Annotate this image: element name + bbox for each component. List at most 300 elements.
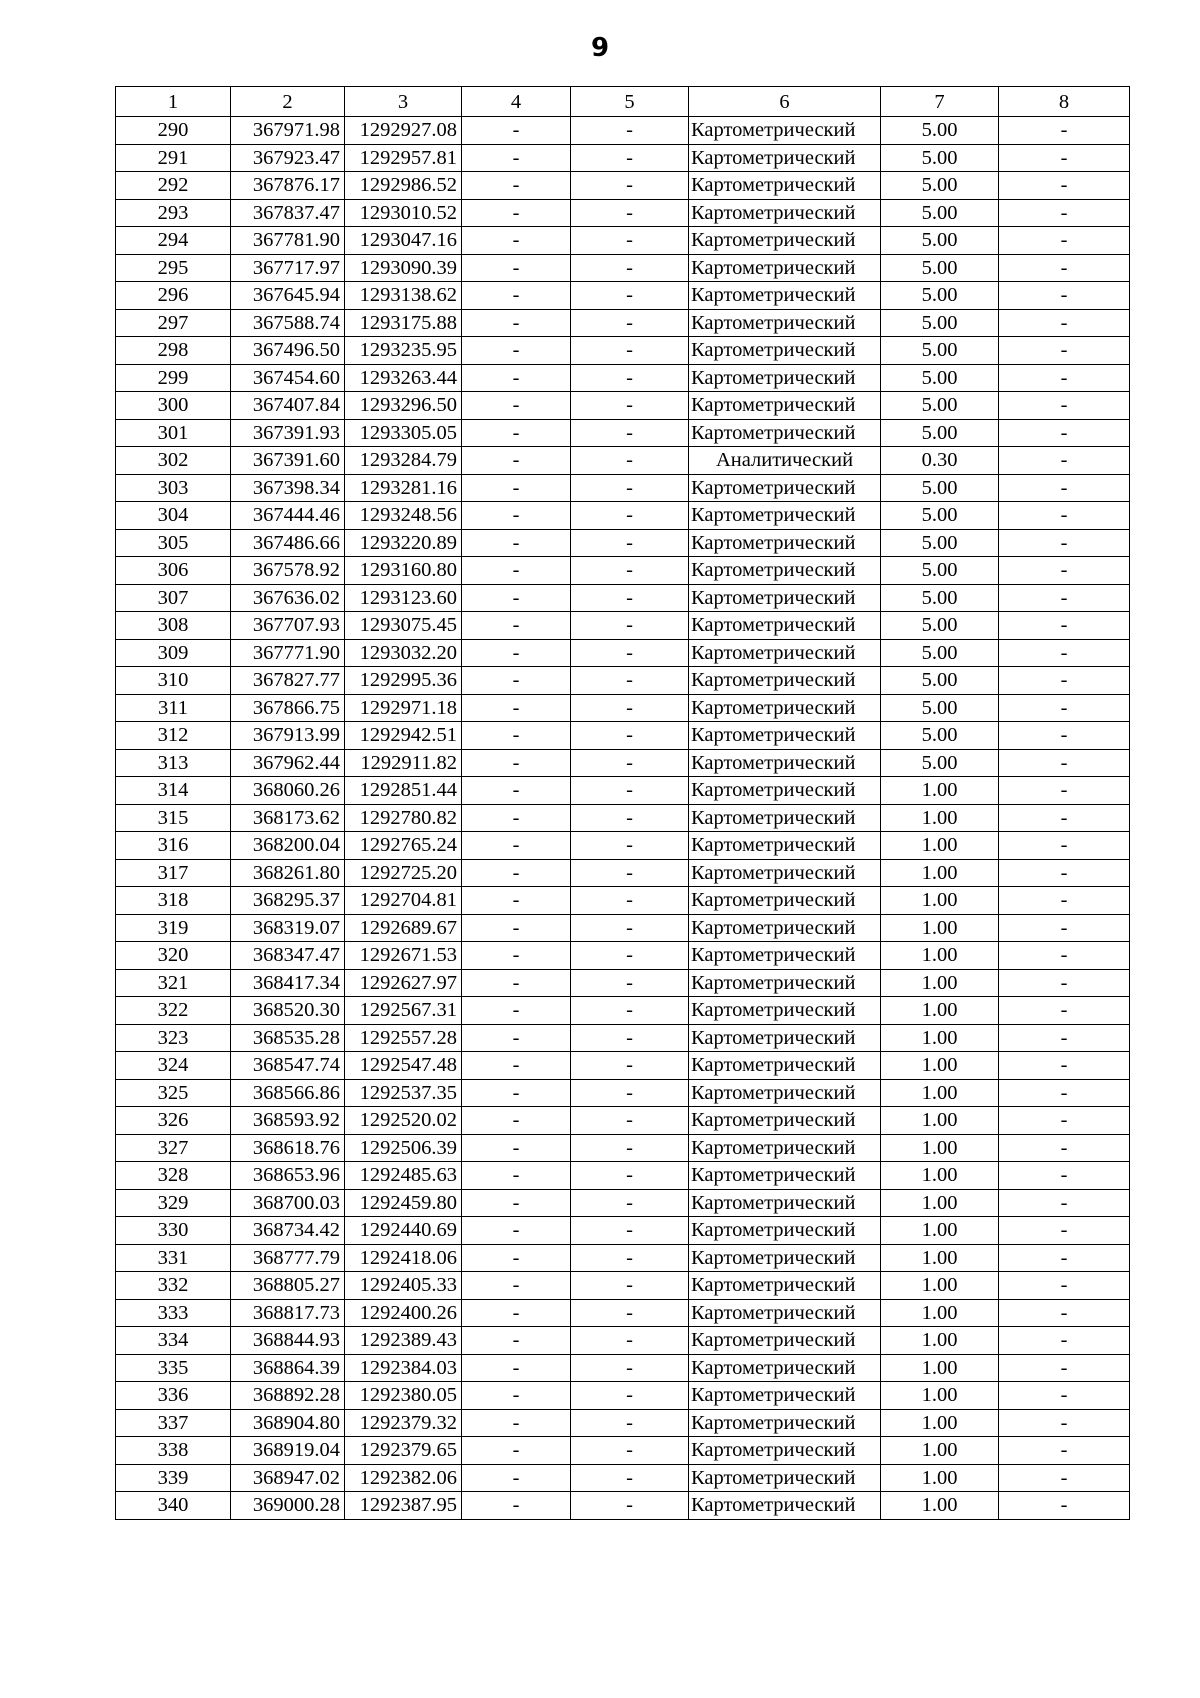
table-cell-col-2: 368618.76 [231,1134,345,1162]
table-cell-col-1: 291 [116,144,231,172]
column-header-2: 2 [231,87,345,117]
table-cell-col-7: 5.00 [881,694,999,722]
table-cell-col-1: 306 [116,557,231,585]
table-row [116,997,1130,1025]
table-cell-col-5: - [571,997,689,1025]
table-cell-col-2: 367923.47 [231,144,345,172]
table-row [116,447,1130,475]
table-cell-col-7: 5.00 [881,749,999,777]
table-cell-col-2: 367837.47 [231,199,345,227]
table-cell-col-4: - [462,117,571,145]
table-cell-col-5: - [571,282,689,310]
table-cell-col-4: - [462,1052,571,1080]
table-cell-col-2: 367454.60 [231,364,345,392]
table-row [116,309,1130,337]
table-cell-col-6: Картометрический [689,942,881,970]
table-cell-col-1: 305 [116,529,231,557]
table-cell-col-2: 367913.99 [231,722,345,750]
table-cell-col-4: - [462,227,571,255]
table-cell-col-7: 1.00 [881,1492,999,1520]
table-cell-col-2: 368566.86 [231,1079,345,1107]
table-cell-col-1: 335 [116,1354,231,1382]
table-cell-col-8: - [999,447,1130,475]
table-cell-col-1: 300 [116,392,231,420]
table-cell-col-3: 1292506.39 [345,1134,462,1162]
table-row [116,749,1130,777]
table-cell-col-8: - [999,1437,1130,1465]
table-cell-col-7: 1.00 [881,1052,999,1080]
table-cell-col-8: - [999,227,1130,255]
table-cell-col-6: Картометрический [689,309,881,337]
table-cell-col-3: 1292567.31 [345,997,462,1025]
table-cell-col-8: - [999,199,1130,227]
table-cell-col-4: - [462,1107,571,1135]
table-cell-col-6: Картометрический [689,557,881,585]
table-cell-col-6: Картометрический [689,832,881,860]
table-cell-col-6: Картометрический [689,1189,881,1217]
table-cell-col-8: - [999,1327,1130,1355]
table-cell-col-7: 1.00 [881,1107,999,1135]
table-row [116,722,1130,750]
table-cell-col-6: Картометрический [689,1107,881,1135]
table-cell-col-1: 299 [116,364,231,392]
table-cell-col-1: 303 [116,474,231,502]
table-row [116,914,1130,942]
table-cell-col-3: 1293175.88 [345,309,462,337]
table-row [116,832,1130,860]
table-cell-col-5: - [571,1217,689,1245]
table-cell-col-4: - [462,254,571,282]
table-cell-col-3: 1292851.44 [345,777,462,805]
table-cell-col-4: - [462,859,571,887]
table-cell-col-7: 1.00 [881,859,999,887]
table-cell-col-1: 332 [116,1272,231,1300]
table-cell-col-8: - [999,1299,1130,1327]
table-cell-col-1: 315 [116,804,231,832]
table-cell-col-2: 367588.74 [231,309,345,337]
table-cell-col-3: 1292485.63 [345,1162,462,1190]
table-cell-col-6: Картометрический [689,694,881,722]
table-cell-col-3: 1293075.45 [345,612,462,640]
table-cell-col-5: - [571,1354,689,1382]
table-cell-col-6: Картометрический [689,172,881,200]
table-cell-col-1: 314 [116,777,231,805]
table-cell-col-3: 1292986.52 [345,172,462,200]
table-cell-col-8: - [999,1024,1130,1052]
table-cell-col-3: 1293284.79 [345,447,462,475]
table-cell-col-7: 5.00 [881,557,999,585]
table-cell-col-5: - [571,117,689,145]
table-cell-col-8: - [999,969,1130,997]
table-row [116,1354,1130,1382]
table-cell-col-5: - [571,1409,689,1437]
table-cell-col-5: - [571,1134,689,1162]
table-cell-col-2: 367407.84 [231,392,345,420]
table-cell-col-5: - [571,172,689,200]
table-cell-col-1: 316 [116,832,231,860]
table-cell-col-4: - [462,1189,571,1217]
table-row [116,667,1130,695]
table-cell-col-3: 1292379.32 [345,1409,462,1437]
table-cell-col-4: - [462,667,571,695]
table-cell-col-2: 367962.44 [231,749,345,777]
table-cell-col-5: - [571,364,689,392]
table-cell-col-3: 1292547.48 [345,1052,462,1080]
table-cell-col-4: - [462,1492,571,1520]
table-cell-col-6: Картометрический [689,1244,881,1272]
table-cell-col-1: 334 [116,1327,231,1355]
table-cell-col-4: - [462,392,571,420]
table-cell-col-1: 317 [116,859,231,887]
table-cell-col-2: 369000.28 [231,1492,345,1520]
table-cell-col-8: - [999,1052,1130,1080]
table-cell-col-4: - [462,1354,571,1382]
table-cell-col-5: - [571,859,689,887]
table-body [116,117,1130,1520]
table-cell-col-3: 1293235.95 [345,337,462,365]
table-cell-col-3: 1293220.89 [345,529,462,557]
table-cell-col-3: 1293160.80 [345,557,462,585]
table-cell-col-7: 5.00 [881,199,999,227]
table-cell-col-7: 5.00 [881,364,999,392]
table-row [116,639,1130,667]
table-cell-col-1: 290 [116,117,231,145]
table-header [116,87,1130,117]
table-cell-col-1: 339 [116,1464,231,1492]
table-cell-col-4: - [462,914,571,942]
table-cell-col-7: 1.00 [881,997,999,1025]
table-cell-col-2: 368864.39 [231,1354,345,1382]
table-cell-col-3: 1293248.56 [345,502,462,530]
table-cell-col-1: 323 [116,1024,231,1052]
table-cell-col-6: Картометрический [689,337,881,365]
table-cell-col-3: 1293296.50 [345,392,462,420]
table-cell-col-8: - [999,1217,1130,1245]
column-header-1: 1 [116,87,231,117]
table-cell-col-6: Картометрический [689,1217,881,1245]
table-row [116,557,1130,585]
table-cell-col-1: 292 [116,172,231,200]
table-cell-col-7: 1.00 [881,1189,999,1217]
table-cell-col-7: 5.00 [881,144,999,172]
table-cell-col-1: 310 [116,667,231,695]
table-cell-col-3: 1292382.06 [345,1464,462,1492]
table-cell-col-2: 368319.07 [231,914,345,942]
table-cell-col-8: - [999,887,1130,915]
table-cell-col-2: 367398.34 [231,474,345,502]
table-row [116,227,1130,255]
table-cell-col-2: 368700.03 [231,1189,345,1217]
table-cell-col-3: 1292971.18 [345,694,462,722]
table-cell-col-3: 1293305.05 [345,419,462,447]
table-cell-col-5: - [571,392,689,420]
table-cell-col-4: - [462,144,571,172]
table-cell-col-2: 368520.30 [231,997,345,1025]
table-cell-col-8: - [999,1492,1130,1520]
table-cell-col-5: - [571,1024,689,1052]
table-row [116,887,1130,915]
table-cell-col-1: 295 [116,254,231,282]
table-cell-col-6: Картометрический [689,667,881,695]
table-cell-col-7: 1.00 [881,1162,999,1190]
table-cell-col-8: - [999,942,1130,970]
table-cell-col-7: 1.00 [881,1244,999,1272]
table-cell-col-7: 5.00 [881,722,999,750]
table-cell-col-3: 1292627.97 [345,969,462,997]
table-cell-col-4: - [462,887,571,915]
table-cell-col-7: 5.00 [881,612,999,640]
table-cell-col-3: 1292671.53 [345,942,462,970]
table-row [116,199,1130,227]
table-cell-col-3: 1292995.36 [345,667,462,695]
table-cell-col-7: 5.00 [881,227,999,255]
table-cell-col-3: 1292379.65 [345,1437,462,1465]
table-cell-col-7: 1.00 [881,777,999,805]
table-row [116,1409,1130,1437]
table-cell-col-5: - [571,1272,689,1300]
table-cell-col-4: - [462,1217,571,1245]
table-row [116,612,1130,640]
table-cell-col-3: 1292520.02 [345,1107,462,1135]
table-row [116,392,1130,420]
table-cell-col-4: - [462,1024,571,1052]
table-cell-col-8: - [999,832,1130,860]
table-cell-col-8: - [999,997,1130,1025]
table-cell-col-5: - [571,887,689,915]
table-cell-col-2: 368892.28 [231,1382,345,1410]
table-cell-col-1: 318 [116,887,231,915]
table-cell-col-5: - [571,557,689,585]
table-cell-col-7: 1.00 [881,1354,999,1382]
table-cell-col-7: 5.00 [881,337,999,365]
table-cell-col-8: - [999,392,1130,420]
table-cell-col-5: - [571,447,689,475]
table-cell-col-2: 368947.02 [231,1464,345,1492]
table-cell-col-8: - [999,282,1130,310]
table-cell-col-7: 5.00 [881,419,999,447]
table-cell-col-8: - [999,612,1130,640]
table-cell-col-3: 1293047.16 [345,227,462,255]
table-cell-col-4: - [462,447,571,475]
table-cell-col-1: 325 [116,1079,231,1107]
table-cell-col-8: - [999,667,1130,695]
table-cell-col-2: 367707.93 [231,612,345,640]
table-cell-col-6: Картометрический [689,1272,881,1300]
table-cell-col-1: 326 [116,1107,231,1135]
table-cell-col-3: 1292387.95 [345,1492,462,1520]
table-cell-col-3: 1292765.24 [345,832,462,860]
table-cell-col-2: 367876.17 [231,172,345,200]
table-row [116,1107,1130,1135]
table-cell-col-6: Картометрический [689,282,881,310]
table-cell-col-8: - [999,172,1130,200]
table-row [116,1079,1130,1107]
table-cell-col-2: 367391.93 [231,419,345,447]
table-cell-col-5: - [571,969,689,997]
table-cell-col-3: 1292557.28 [345,1024,462,1052]
table-row [116,804,1130,832]
table-cell-col-8: - [999,557,1130,585]
table-cell-col-2: 368593.92 [231,1107,345,1135]
table-cell-col-2: 368547.74 [231,1052,345,1080]
table-cell-col-5: - [571,667,689,695]
table-cell-col-2: 367444.46 [231,502,345,530]
table-cell-col-7: 5.00 [881,667,999,695]
table-cell-col-2: 367391.60 [231,447,345,475]
table-cell-col-3: 1292389.43 [345,1327,462,1355]
table-cell-col-1: 329 [116,1189,231,1217]
table-cell-col-4: - [462,1244,571,1272]
table-cell-col-6: Картометрический [689,1354,881,1382]
table-cell-col-1: 319 [116,914,231,942]
table-cell-col-5: - [571,1492,689,1520]
table-cell-col-5: - [571,419,689,447]
table-cell-col-5: - [571,612,689,640]
table-cell-col-8: - [999,749,1130,777]
table-cell-col-1: 304 [116,502,231,530]
table-cell-col-4: - [462,1464,571,1492]
table-cell-col-7: 1.00 [881,1217,999,1245]
table-cell-col-7: 1.00 [881,832,999,860]
table-cell-col-5: - [571,1244,689,1272]
table-cell-col-6: Картометрический [689,1464,881,1492]
table-cell-col-2: 368417.34 [231,969,345,997]
table-cell-col-6: Аналитический [689,447,881,475]
table-cell-col-1: 337 [116,1409,231,1437]
table-row [116,1052,1130,1080]
table-cell-col-5: - [571,227,689,255]
table-cell-col-4: - [462,997,571,1025]
table-cell-col-4: - [462,419,571,447]
table-cell-col-8: - [999,474,1130,502]
table-cell-col-4: - [462,557,571,585]
table-row [116,1327,1130,1355]
table-cell-col-7: 1.00 [881,1409,999,1437]
table-cell-col-1: 298 [116,337,231,365]
table-cell-col-5: - [571,309,689,337]
table-cell-col-4: - [462,639,571,667]
table-row [116,1189,1130,1217]
table-cell-col-2: 367645.94 [231,282,345,310]
table-cell-col-1: 307 [116,584,231,612]
table-row [116,529,1130,557]
table-row [116,1134,1130,1162]
table-cell-col-5: - [571,1079,689,1107]
table-cell-col-1: 321 [116,969,231,997]
table-cell-col-7: 1.00 [881,1134,999,1162]
table-cell-col-2: 368295.37 [231,887,345,915]
table-cell-col-5: - [571,529,689,557]
table-cell-col-5: - [571,1464,689,1492]
table-cell-col-8: - [999,419,1130,447]
table-cell-col-5: - [571,777,689,805]
column-header-7: 7 [881,87,999,117]
table-cell-col-8: - [999,804,1130,832]
table-cell-col-3: 1292911.82 [345,749,462,777]
table-cell-col-7: 5.00 [881,584,999,612]
header-row [116,87,1130,117]
table-cell-col-6: Картометрический [689,1409,881,1437]
table-cell-col-4: - [462,1327,571,1355]
table-cell-col-7: 1.00 [881,1327,999,1355]
table-cell-col-8: - [999,144,1130,172]
coordinates-table [115,86,1130,1520]
table-cell-col-5: - [571,1189,689,1217]
table-row [116,474,1130,502]
table-cell-col-5: - [571,722,689,750]
table-cell-col-2: 368805.27 [231,1272,345,1300]
table-cell-col-3: 1292405.33 [345,1272,462,1300]
table-row [116,364,1130,392]
table-cell-col-5: - [571,914,689,942]
table-cell-col-5: - [571,254,689,282]
table-cell-col-8: - [999,529,1130,557]
table-cell-col-6: Картометрический [689,502,881,530]
table-row [116,144,1130,172]
table-cell-col-7: 5.00 [881,529,999,557]
table-cell-col-5: - [571,584,689,612]
table-cell-col-2: 367971.98 [231,117,345,145]
table-cell-col-4: - [462,529,571,557]
table-cell-col-6: Картометрический [689,804,881,832]
table-cell-col-2: 368653.96 [231,1162,345,1190]
table-cell-col-7: 1.00 [881,1024,999,1052]
table-cell-col-5: - [571,1107,689,1135]
table-row [116,172,1130,200]
table-row [116,777,1130,805]
table-cell-col-3: 1293010.52 [345,199,462,227]
table-cell-col-2: 368919.04 [231,1437,345,1465]
table-cell-col-2: 368173.62 [231,804,345,832]
table-row [116,1162,1130,1190]
table-cell-col-2: 367866.75 [231,694,345,722]
table-cell-col-4: - [462,942,571,970]
table-cell-col-7: 5.00 [881,282,999,310]
table-cell-col-7: 5.00 [881,254,999,282]
table-cell-col-4: - [462,172,571,200]
table-cell-col-7: 1.00 [881,914,999,942]
table-cell-col-3: 1292704.81 [345,887,462,915]
table-cell-col-3: 1293138.62 [345,282,462,310]
table-row [116,254,1130,282]
table-cell-col-4: - [462,1437,571,1465]
table-cell-col-4: - [462,1409,571,1437]
table-cell-col-3: 1292537.35 [345,1079,462,1107]
table-cell-col-8: - [999,1244,1130,1272]
table-cell-col-4: - [462,1162,571,1190]
table-cell-col-7: 5.00 [881,474,999,502]
table-cell-col-6: Картометрический [689,1052,881,1080]
table-cell-col-2: 367771.90 [231,639,345,667]
table-cell-col-8: - [999,722,1130,750]
column-header-8: 8 [999,87,1130,117]
table-cell-col-1: 313 [116,749,231,777]
table-cell-col-1: 322 [116,997,231,1025]
table-cell-col-1: 296 [116,282,231,310]
table-row [116,1382,1130,1410]
table-cell-col-2: 367781.90 [231,227,345,255]
table-cell-col-7: 1.00 [881,942,999,970]
table-cell-col-4: - [462,969,571,997]
table-cell-col-8: - [999,1409,1130,1437]
table-cell-col-3: 1293090.39 [345,254,462,282]
table-cell-col-2: 368777.79 [231,1244,345,1272]
table-cell-col-2: 368904.80 [231,1409,345,1437]
table-cell-col-4: - [462,1382,571,1410]
table-cell-col-8: - [999,337,1130,365]
table-cell-col-6: Картометрический [689,859,881,887]
table-cell-col-1: 301 [116,419,231,447]
